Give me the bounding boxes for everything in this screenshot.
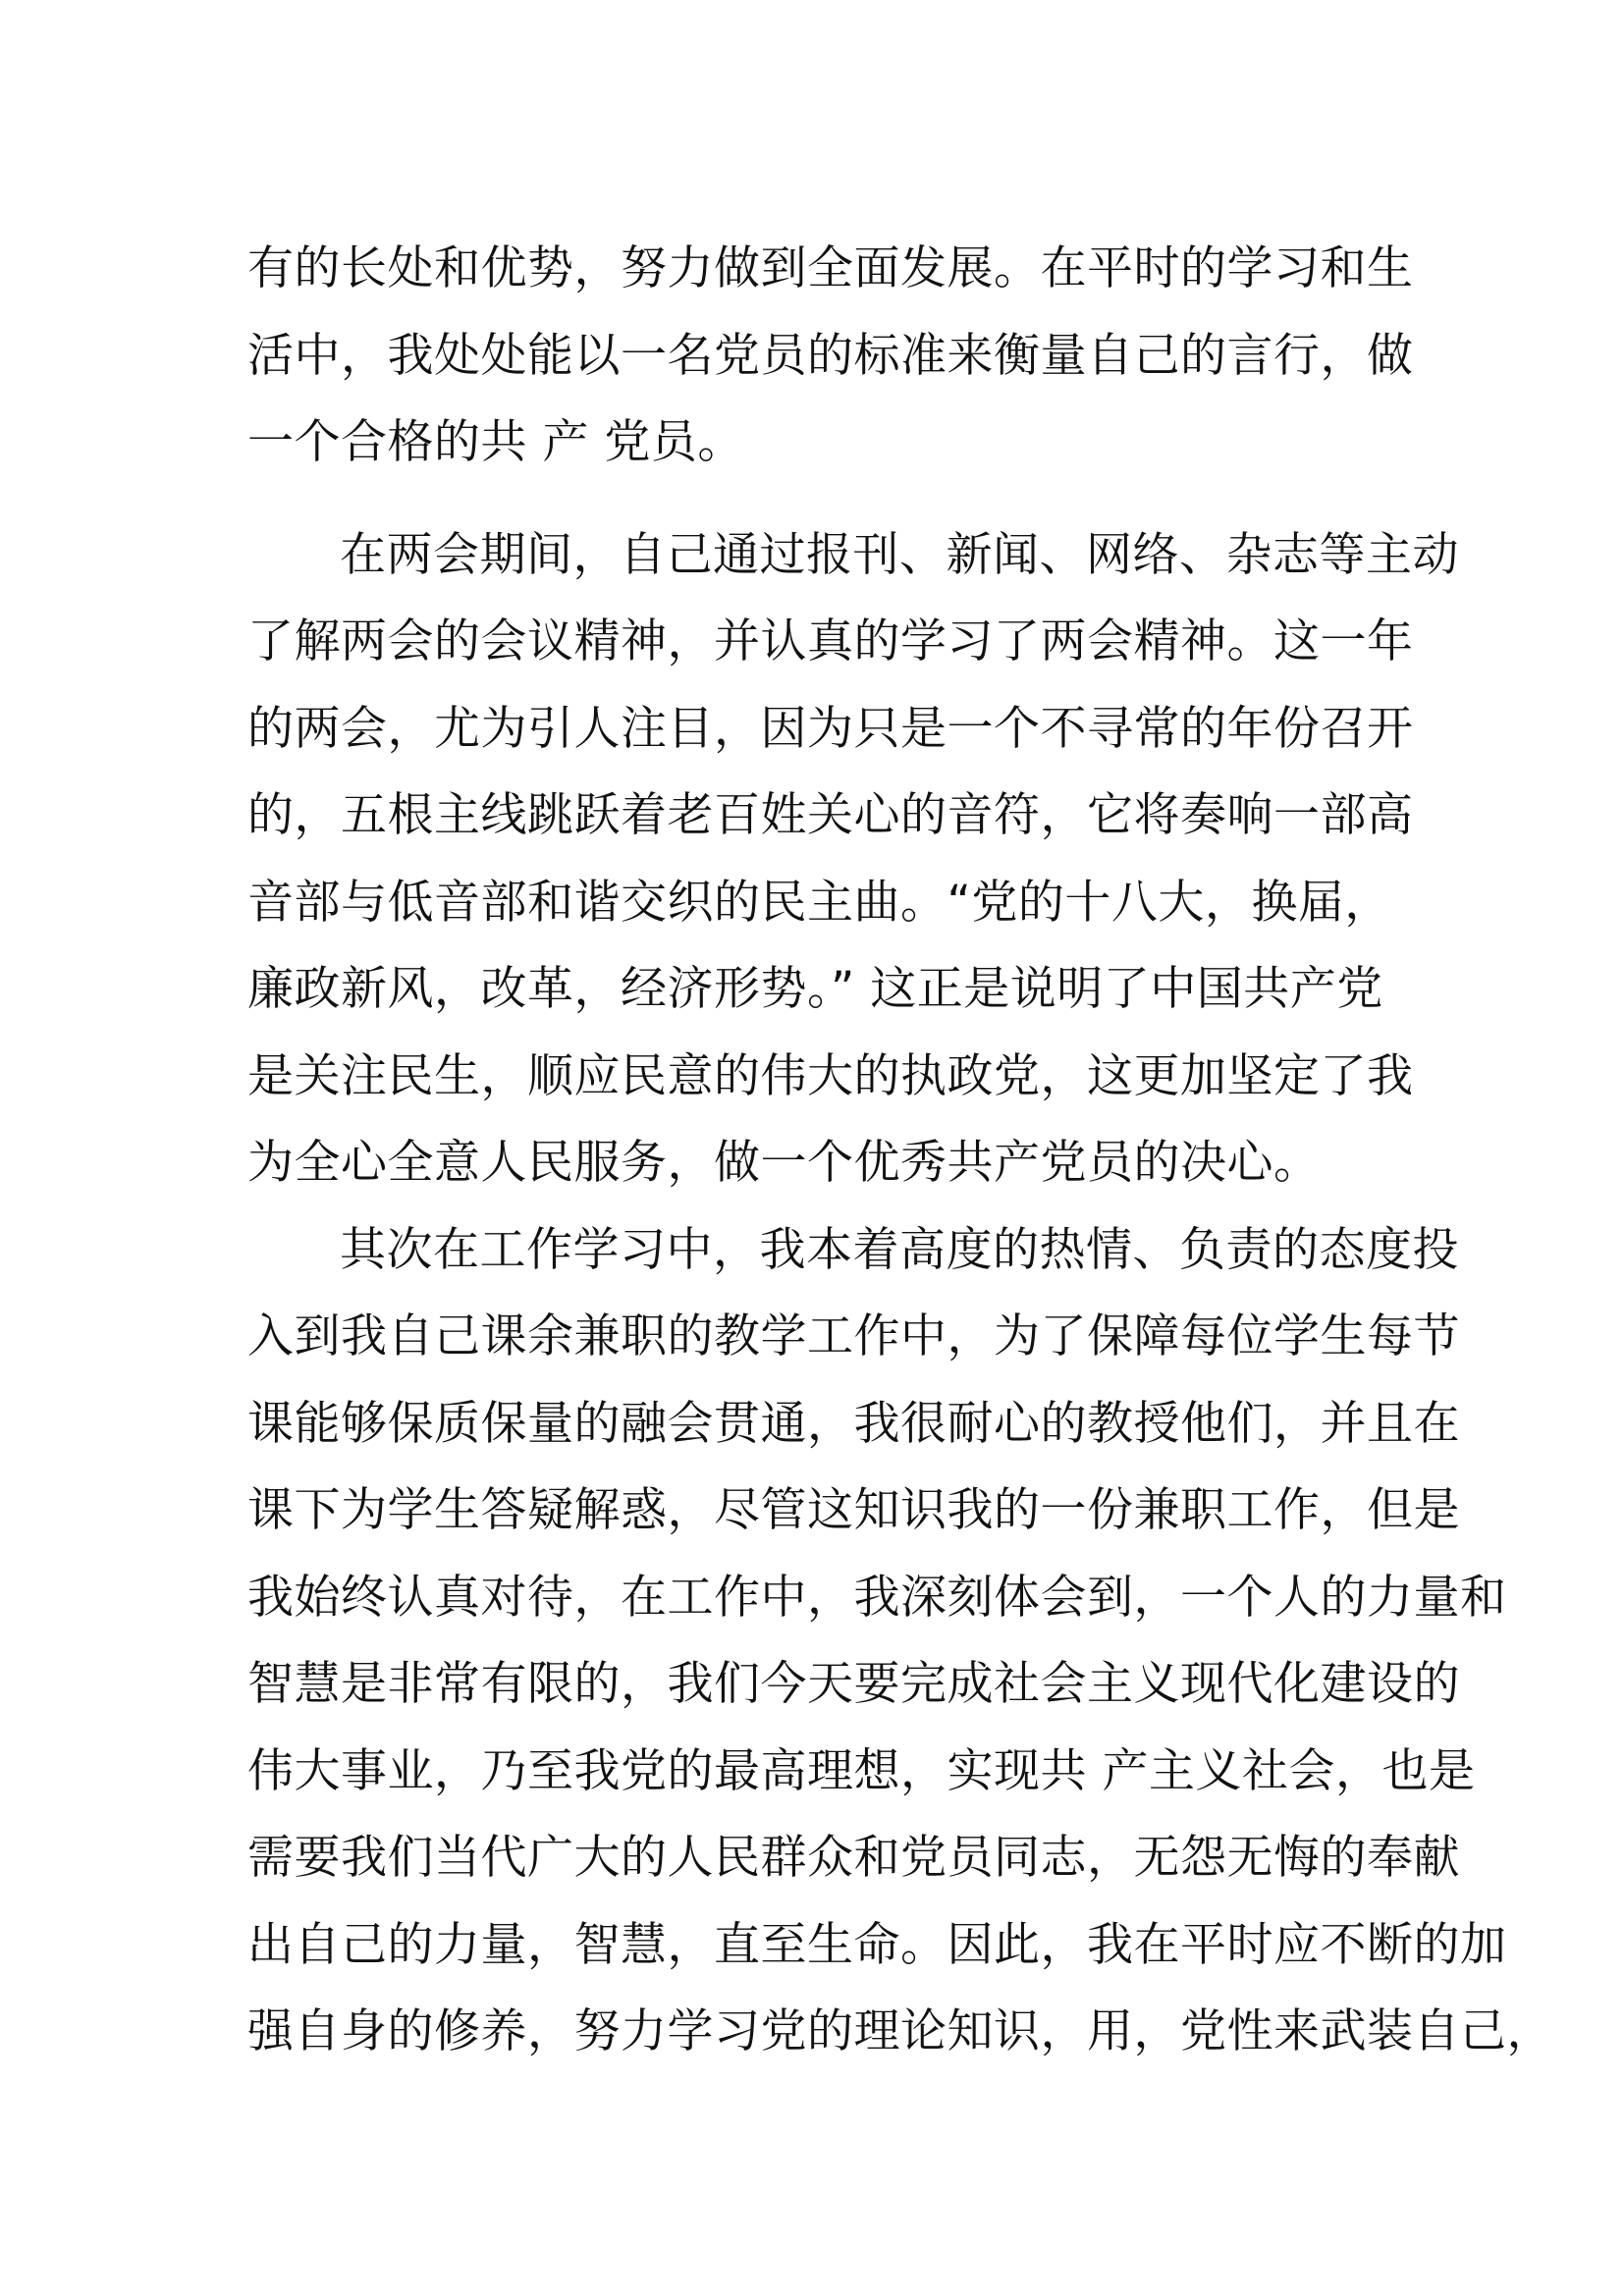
- paragraph-1: [247, 226, 1414, 487]
- paragraph-2: [247, 512, 1459, 1207]
- text-line: 智慧是非常有限的，我们今天要完成社会主义现代化建设的: [247, 1657, 1460, 1711]
- text-line: 出自己的力量，智慧，直至生命。因此，我在平时应不断的加: [247, 1917, 1507, 1972]
- text-line: 有的长处和优势，努力做到全面发展。在平时的学习和生: [247, 241, 1414, 295]
- text-line: 音部与低音部和谐交织的民主曲。“党的十八大，换届，: [247, 875, 1391, 930]
- paragraph-3: [247, 1207, 1553, 2076]
- text-line: 一个合格的共 产 党员。: [247, 415, 744, 469]
- paragraph-gap: [247, 487, 1386, 512]
- text-line: 的两会，尤为引人注目，因为只是一个不寻常的年份召开: [247, 701, 1414, 756]
- text-line: 入到我自己课余兼职的教学工作中，为了保障每位学生每节: [247, 1309, 1460, 1363]
- text-line: 我始终认真对待，在工作中，我深刻体会到，一个人的力量和: [247, 1570, 1507, 1625]
- text-line: 廉政新风，改革，经济形势。” 这正是说明了中国共产党: [247, 962, 1383, 1016]
- text-line: 的，五根主线跳跃着老百姓关心的音符，它将奏响一部高: [247, 788, 1414, 842]
- document-page: [247, 226, 1553, 2076]
- text-line: 需要我们当代广大的人民群众和党员同志，无怨无悔的奉献: [247, 1831, 1460, 1885]
- text-line: 课能够保质保量的融会贯通，我很耐心的教授他们，并且在: [247, 1396, 1460, 1451]
- text-line: 强自身的修养，努力学习党的理论知识，用，党性来武装自己，: [247, 2004, 1553, 2058]
- text-line: 伟大事业，乃至我党的最高理想，实现共 产主义社会，也是: [247, 1743, 1476, 1798]
- text-line: 了解两会的会议精神，并认真的学习了两会精神。这一年: [247, 614, 1414, 668]
- text-line: 在两会期间，自己通过报刊、新闻、网络、杂志等主动: [340, 527, 1459, 582]
- text-line: 为全心全意人民服务，做一个优秀共产党员的决心。: [247, 1136, 1321, 1190]
- text-line: 课下为学生答疑解惑，尽管这知识我的一份兼职工作，但是: [247, 1483, 1460, 1537]
- text-line: 活中，我处处能以一名党员的标准来衡量自己的言行，做: [247, 328, 1414, 383]
- text-line: 其次在工作学习中，我本着高度的热情、负责的态度投: [340, 1222, 1459, 1277]
- text-line: 是关注民生，顺应民意的伟大的执政党，这更加坚定了我: [247, 1048, 1414, 1103]
